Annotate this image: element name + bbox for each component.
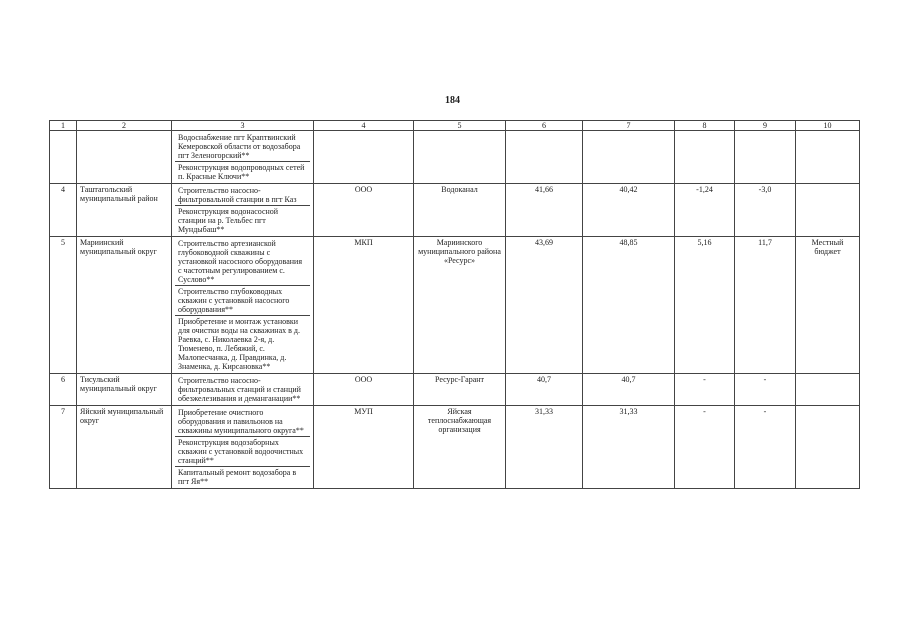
org-name: Водоканал <box>414 184 506 237</box>
org-name <box>414 131 506 184</box>
table-row <box>50 237 860 374</box>
value-col7: 40,7 <box>583 374 675 406</box>
action-item: Строительство артезианской глубоководной скважины с установкой насосного оборудования с частотным регулированием с. Суслово** <box>175 238 310 286</box>
action-item: Строительство глубоководных скважин с установкой насосного оборудования** <box>175 286 310 316</box>
header-row <box>50 121 860 131</box>
district-name: Таштагольский муниципальный район <box>77 184 172 237</box>
column-header: 4 <box>314 121 414 131</box>
funding-source <box>796 184 860 237</box>
actions-cell <box>172 184 314 237</box>
action-item: Строительство насосно-фильтровальных станций и станций обезжелезивания и деманганации** <box>178 376 301 403</box>
value-col9 <box>735 131 796 184</box>
value-col7: 31,33 <box>583 406 675 489</box>
column-header: 5 <box>414 121 506 131</box>
value-col6: 40,7 <box>506 374 583 406</box>
funding-source <box>796 406 860 489</box>
org-form: ООО <box>314 184 414 237</box>
org-form: ООО <box>314 374 414 406</box>
org-form: МУП <box>314 406 414 489</box>
page-number: 184 <box>445 95 460 106</box>
district-name <box>77 131 172 184</box>
org-name: Мариинского муниципального района «Ресурс» <box>414 237 506 374</box>
funding-source <box>796 131 860 184</box>
column-header: 10 <box>796 121 860 131</box>
column-header: 8 <box>675 121 735 131</box>
table-row <box>50 131 860 184</box>
funding-source <box>796 374 860 406</box>
value-col6: 43,69 <box>506 237 583 374</box>
action-item: Приобретение и монтаж установки для очистки воды на скважинах в д. Раевка, с. Николаевка 2-я, д. Тюменево, п. Лебяжий, с. Малопесчанка, д. Правдинка, д. Знаменка, д. Кирсановка** <box>178 317 300 371</box>
actions-cell <box>172 237 314 374</box>
district-name: Тисульский муниципальный округ <box>77 374 172 406</box>
action-item: Реконструкция водозаборных скважин с установкой водоочистных станций** <box>175 437 310 467</box>
value-col8: -1,24 <box>675 184 735 237</box>
action-item: Приобретение очистного оборудования и павильонов на скважины муниципального округа** <box>175 407 310 437</box>
org-form <box>314 131 414 184</box>
org-name: Яйская теплоснабжающая организация <box>414 406 506 489</box>
value-col7: 48,85 <box>583 237 675 374</box>
data-table <box>49 120 860 489</box>
row-number: 7 <box>50 406 77 489</box>
action-item: Реконструкция водонасосной станции на р. Тельбес пгт Мундыбаш** <box>178 207 279 234</box>
value-col9: - <box>735 406 796 489</box>
district-name: Яйский муниципальный округ <box>77 406 172 489</box>
value-col6 <box>506 131 583 184</box>
table-row <box>50 406 860 489</box>
column-header: 9 <box>735 121 796 131</box>
value-col9: - <box>735 374 796 406</box>
column-header: 7 <box>583 121 675 131</box>
org-name: Ресурс-Гарант <box>414 374 506 406</box>
value-col7 <box>583 131 675 184</box>
row-number: 4 <box>50 184 77 237</box>
value-col8: 5,16 <box>675 237 735 374</box>
table-row <box>50 184 860 237</box>
row-number: 5 <box>50 237 77 374</box>
action-item: Реконструкция водопроводных сетей п. Красные Ключи** <box>178 163 305 181</box>
value-col8 <box>675 131 735 184</box>
action-item: Капитальный ремонт водозабора в пгт Яя** <box>178 468 297 486</box>
value-col8: - <box>675 374 735 406</box>
column-header: 1 <box>50 121 77 131</box>
value-col7: 40,42 <box>583 184 675 237</box>
action-item: Водоснабжение пгт Краптвинский Кемеровской области от водозабора пгт Зеленогорский** <box>175 132 310 162</box>
actions-cell <box>172 406 314 489</box>
org-form: МКП <box>314 237 414 374</box>
column-header: 6 <box>506 121 583 131</box>
action-item: Строительство насосно-фильтровальной станции в пгт Каз <box>175 185 310 206</box>
actions-cell <box>172 374 314 406</box>
value-col9: 11,7 <box>735 237 796 374</box>
district-name: Мариинский муниципальный округ <box>77 237 172 374</box>
actions-cell <box>172 131 314 184</box>
value-col9: -3,0 <box>735 184 796 237</box>
column-header: 2 <box>77 121 172 131</box>
value-col6: 41,66 <box>506 184 583 237</box>
value-col8: - <box>675 406 735 489</box>
funding-source: Местный бюджет <box>796 237 860 374</box>
value-col6: 31,33 <box>506 406 583 489</box>
row-number: 6 <box>50 374 77 406</box>
table-row <box>50 374 860 406</box>
column-header: 3 <box>172 121 314 131</box>
row-number <box>50 131 77 184</box>
